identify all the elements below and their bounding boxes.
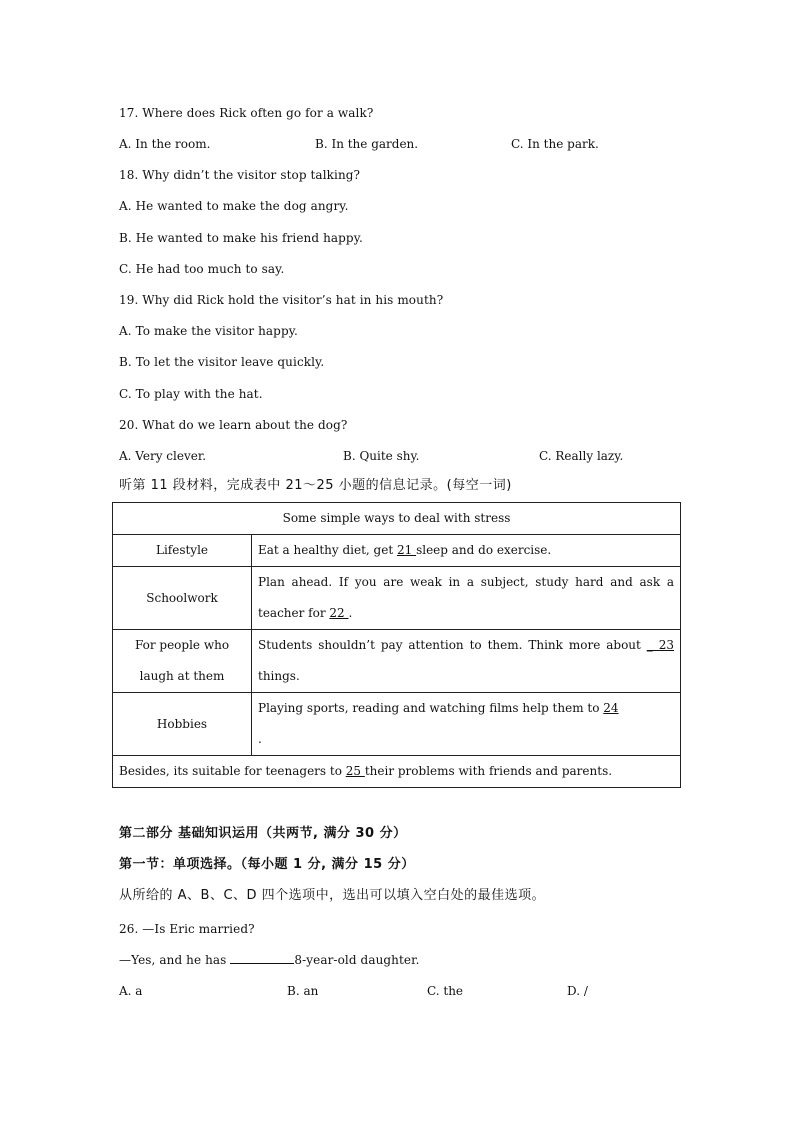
row-text: . [258,732,262,746]
question-19-option-a: A. To make the visitor happy. [119,324,298,338]
blank-25: 25 [345,764,365,778]
footer-text: Besides, its suitable for teenagers to [119,764,346,778]
question-19-option-b: B. To let the visitor leave quickly. [119,355,325,369]
row-text: . [348,606,353,620]
table-title-row [113,503,681,535]
question-17-option-c: C. In the park. [511,137,599,151]
blank-23: _ 23 [646,638,674,652]
table-row [113,535,681,567]
row-content-lifestyle [252,535,681,567]
row-content-people-who-laugh [252,630,681,693]
question-26-stem: 26. —Is Eric married? [119,922,255,936]
question-17-option-a: A. In the room. [119,137,211,151]
question-20-option-b: B. Quite shy. [343,449,420,463]
stress-table [112,502,681,788]
question-17-option-b: B. In the garden. [315,137,419,151]
row-text: Eat a healthy diet, get [258,543,397,557]
table-row [113,567,681,630]
question-26-option-b: B. an [287,984,319,998]
question-19-option-c: C. To play with the hat. [119,387,263,401]
section-11-instruction: 听第 11 段材料，完成表中 21～25 小题的信息记录。(每空一词) [119,478,512,493]
footer-text: their problems with friends and parents. [364,764,613,778]
question-18-option-c: C. He had too much to say. [119,262,285,276]
row-content-schoolwork [252,567,681,630]
section-1-instruction: 从所给的 A、B、C、D 四个选项中，选出可以填入空白处的最佳选项。 [119,888,546,903]
question-20-option-a: A. Very clever. [119,449,207,463]
row-text: things. [258,669,300,683]
table-row [113,693,681,756]
table-row [113,630,681,693]
answer-text: —Yes, and he has [119,953,231,967]
table-footer [113,756,681,788]
section-1-heading: 第一节：单项选择。（每小题 1 分, 满分 15 分） [119,857,415,872]
question-26-answer [119,952,420,968]
question-18-stem: 18. Why didn’t the visitor stop talking? [119,168,361,182]
question-26-option-c: C. the [427,984,464,998]
row-label-people-who-laugh: For people who laugh at them [113,630,252,693]
row-label-lifestyle: Lifestyle [113,535,252,567]
question-18-option-a: A. He wanted to make the dog angry. [119,199,349,213]
answer-blank [230,952,294,964]
question-18-option-b: B. He wanted to make his friend happy. [119,231,363,245]
question-20-stem: 20. What do we learn about the dog? [119,418,348,432]
row-label-schoolwork: Schoolwork [113,567,252,630]
row-text: Plan ahead. If you are weak in a subject, study hard and ask a teacher for [258,575,674,620]
blank-24: 24 [603,701,619,715]
table-footer-row [113,756,681,788]
table-title: Some simple ways to deal with stress [113,503,681,535]
part-2-heading: 第二部分 基础知识运用（共两节, 满分 30 分） [119,826,407,841]
row-text: Students shouldn’t pay attention to them. Think more about [258,638,647,652]
answer-text: 8-year-old daughter. [294,953,420,967]
row-content-hobbies [252,693,681,756]
row-text: Playing sports, reading and watching films help them to [258,701,604,715]
row-label-hobbies: Hobbies [113,693,252,756]
question-26-option-d: D. / [567,984,588,998]
row-text: sleep and do exercise. [416,543,552,557]
blank-22: 22 [329,606,349,620]
question-17-stem: 17. Where does Rick often go for a walk? [119,106,374,120]
question-20-option-c: C. Really lazy. [539,449,624,463]
question-26-option-a: A. a [119,984,143,998]
blank-21: 21 [396,543,417,557]
question-19-stem: 19. Why did Rick hold the visitor’s hat in his mouth? [119,293,444,307]
